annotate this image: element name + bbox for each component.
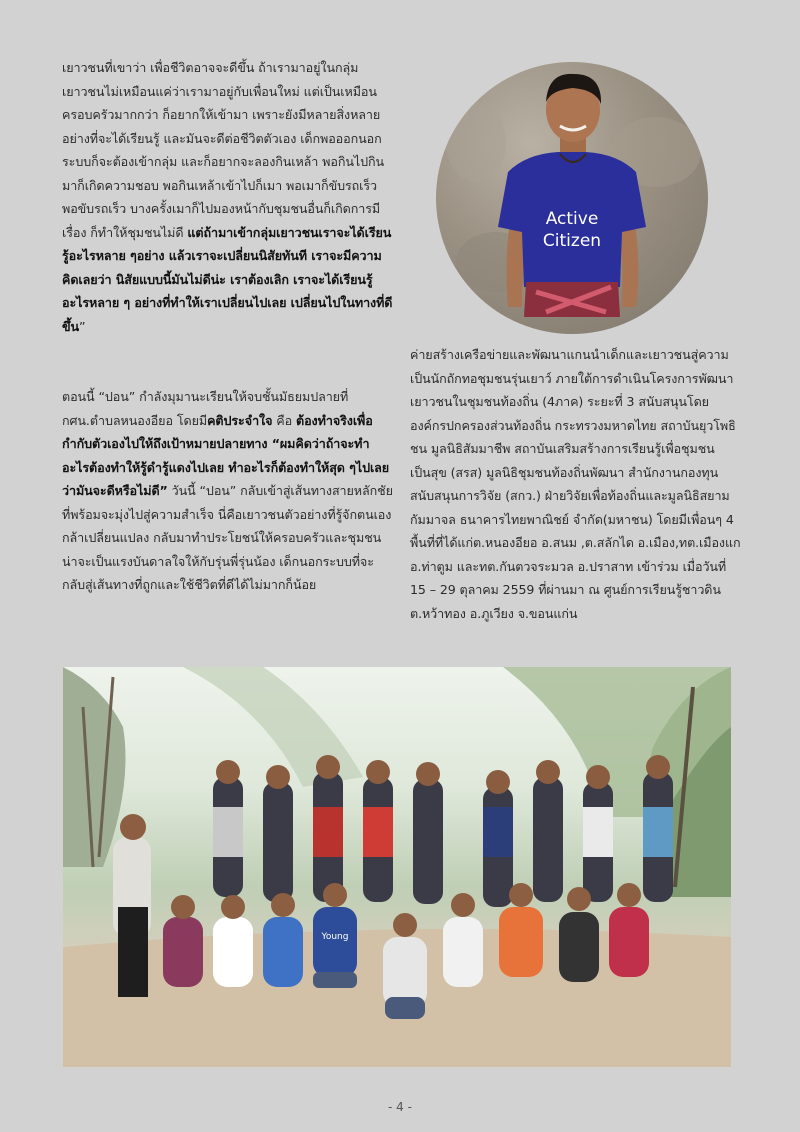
quote-bold-text: แต่ถ้ามาเข้ากลุ่มเยาวชนเราจะได้เรียนรู้อะไรหลาย ๆอย่าง แล้วเราจะเปลี่ยนนิสัยทันที เราจะมีความคิดเลยว่า นิสัยแบบนี้มันไม่ดีน่ะ เราต้องเลิก เราจะได้เรียนรู้อะไรหลาย ๆ อย่างที่ทำให้เราเปลี่ยนไปเลย เปลี่ยนไปในทางที่ดีขึ้น	[62, 224, 393, 334]
closing-quote: ”	[79, 318, 86, 334]
paragraph-current-status	[62, 385, 394, 597]
group-photo-illustration	[63, 667, 731, 1067]
portrait-illustration	[436, 62, 708, 334]
status-text-2: คือ	[272, 412, 296, 428]
paragraph-camp-info: ค่ายสร้างเครือข่ายและพัฒนาแกนนำเด็กและเยาวชนสู่ความเป็นนักถักทอชุมชนรุ่นเยาว์ ภายใต้การดำเนินโครงการพัฒนาเยาวชนในชุมชนท้องถิ่น (4ภาค) ระยะที่ 3 สนับสนุนโดยองค์กรปกครองส่วนท้องถิ่น กระทรวงมหาดไทย สถาบันยุวโพธิชน มูลนิธิสัมมาชีพ สถาบันเสริมสร้างการเรียนรู้เพื่อชุมชนเป็นสุข (สรส) มูลนิธิชุมชนท้องถิ่นพัฒนา สำนักงานกองทุนสนับสนุนการวิจัย (สกว.) ฝ่ายวิจัยเพื่อท้องถิ่นและมูลนิธิสยามกัมมาจล ธนาคารไทยพาณิชย์ จำกัด(มหาชน) โดยมีเพื่อนๆ 4 พื้นที่ที่ได้แก่ต.หนองอียอ อ.สนม ,ต.สลักได อ.เมือง,ทต.เมืองแก อ.ท่าตูม และทต.กันตวจระมวล อ.ปราสาท เข้าร่วม เมื่อวันที่ 15 – 29 ตุลาคม 2559 ที่ผ่านมา ณ ศูนย์การเรียนรู้ชาวดิน ต.หว้าทอง อ.ภูเวียง จ.ขอนแก่น	[410, 347, 741, 621]
paragraph-interview-quote	[62, 56, 394, 338]
shirt-text-active: Active	[545, 209, 599, 229]
status-text-3: วันนี้ “ปอน” กลับเข้าสู่เส้นทางสายหลักชัยที่พร้อมจะมุ่งไปสู่ความสำเร็จ นี่คือเยาวชนตัวอย่างที่รู้จักตนเอง กล้าเปลี่ยนแปลง กลับมาทำประโยชน์ให้ครอบครัวและชุมชน น่าจะเป็นแรงบันดาลใจให้กับรุ่นพี่รุ่นน้อง เด็กนอกระบบที่จะกลับสู่เส้นทางที่ถูกและใช้ชีวิตที่ดีได้ไม่มากก็น้อย	[62, 483, 393, 592]
group-photo	[63, 667, 731, 1067]
page-number: - 4 -	[388, 1100, 412, 1114]
motto-label: คติประจำใจ	[207, 412, 273, 428]
shirt-text-citizen: Citizen	[542, 231, 602, 251]
quote-text: เยาวชนที่เขาว่า เพื่อชีวิตอาจจะดีขึ้น ถ้าเรามาอยู่ในกลุ่มเยาวชนไม่เหมือนแค่ว่าเรามาอยู่กับเพื่อนใหม่ แต่เป็นเหมือนครอบครัวมากกว่า ก็อยากให้เข้ามา เพราะยังมีหลายสิ่งหลายอย่างที่จะได้เรียนรู้ และมันจะดีต่อชีวิตตัวเอง เด็กพอออกนอกระบบก็จะต้องเข้ากลุ่ม และก็อยากจะลองกินเหล้า พอกินไปกินมาก็เกิดความชอบ พอกินเหล้าเข้าไปก็เมา พอเมาก็ขับรถเร็ว พอขับรถเร็ว บางครั้งเมาก็ไปมองหน้ากับชุมชนอื่นก็เกิดการมีเรื่อง ก็ทำให้ชุมชนไม่ดี	[62, 60, 385, 240]
status-text-1: ตอนนี้ “ปอน” กำลังมุมานะเรียนให้จบชั้นมัธยมปลายที่ กศน.ตำบลหนองอียอ โดยมี	[62, 389, 349, 428]
motto-text: ต้องทำจริงเพื่อกำกับตัวเองไปให้ถึงเป้าหมายปลายทาง “ผมคิดว่าถ้าจะทำอะไรต้องทำให้รู้ดำรู้แดงไปเลย ทำอะไรก็ต้องทำให้สุด ๆไปเลยว่ามันจะดีหรือไม่ดี”	[62, 412, 390, 498]
group-shirt-text: Young	[321, 932, 349, 942]
portrait-photo	[436, 62, 708, 334]
